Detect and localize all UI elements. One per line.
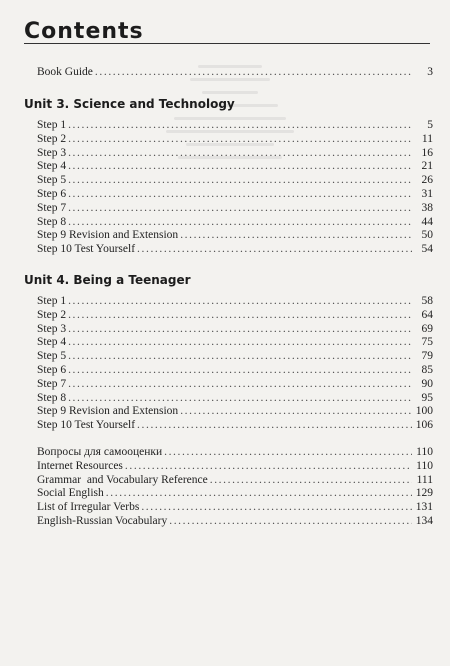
leader-dots [68,336,412,350]
entry-page-number: 85 [421,363,433,376]
leader-dots [68,309,412,323]
toc-entry[interactable] [37,66,433,80]
entry-page-number: 90 [421,377,433,390]
toc-entry[interactable] [37,119,433,133]
entry-page-number: 26 [421,174,433,187]
entry-label: Step 10 Test Yourself [37,419,136,432]
leader-dots [180,229,412,243]
entry-page-number: 5 [427,119,433,131]
entry-page-number: 110 [416,459,433,472]
toc-entry[interactable] [37,309,433,323]
entry-label: Step 6 [37,363,67,376]
leader-dots [169,515,412,529]
entry-label: Step 1 [37,295,67,307]
leader-dots [95,66,412,80]
toc-entry[interactable] [37,323,433,337]
entry-label: Internet Resources [37,459,123,472]
unit-3-heading: Unit 3. Science and Technology [24,97,235,111]
entry-label: List of Irregular Verbs [37,501,140,514]
toc-entry[interactable] [37,147,433,161]
entry-label: Step 6 [37,187,67,200]
leader-dots [125,460,412,474]
leader-dots [68,119,412,133]
entry-label: Step 5 [37,350,67,363]
leader-dots [68,378,412,392]
toc-entry[interactable] [37,295,433,309]
toc-entry[interactable] [37,364,433,378]
entry-label: Step 3 [37,322,67,335]
toc-entry[interactable] [37,229,433,243]
entry-page-number: 50 [421,229,433,242]
entry-page-number: 16 [421,146,433,159]
entry-page-number: 31 [421,187,433,200]
toc-entry[interactable] [37,160,433,174]
entry-page-number: 3 [427,66,433,78]
leader-dots [68,133,412,147]
entry-page-number: 111 [416,473,433,486]
entry-page-number: 129 [415,487,433,500]
entry-label: Step 1 [37,119,67,131]
leader-dots [68,202,412,216]
leader-dots [180,405,412,419]
entry-page-number: 21 [421,160,433,173]
entry-page-number: 131 [415,501,433,514]
entry-label: Step 7 [37,201,67,214]
entry-label: Step 2 [37,308,67,321]
toc-entry[interactable] [37,216,433,230]
entry-label: Step 10 Test Yourself [37,243,136,256]
entry-label: Step 8 [37,391,67,404]
entry-label: English-Russian Vocabulary [37,514,168,527]
toc-entry[interactable] [37,515,433,529]
front-matter-list [37,66,433,80]
entry-label: Step 4 [37,160,67,173]
leader-dots [68,216,412,230]
leader-dots [68,160,412,174]
leader-dots [68,174,412,188]
toc-entry[interactable] [37,350,433,364]
leader-dots [68,147,412,161]
entry-page-number: 110 [416,446,433,458]
unit-3-list [37,119,433,257]
toc-entry[interactable] [37,392,433,406]
entry-page-number: 54 [421,243,433,256]
leader-dots [106,487,412,501]
toc-entry[interactable] [37,188,433,202]
entry-label: Step 9 Revision and Extension [37,229,179,242]
entry-label: Social English [37,487,104,500]
entry-label: Step 3 [37,146,67,159]
leader-dots [137,419,412,433]
toc-entry[interactable] [37,202,433,216]
entry-page-number: 75 [421,336,433,349]
entry-label: Step 2 [37,132,67,145]
toc-entry[interactable] [37,474,433,488]
toc-entry[interactable] [37,419,433,433]
leader-dots [68,295,412,309]
back-matter-list [37,446,433,529]
leader-dots [68,323,412,337]
entry-page-number: 38 [421,201,433,214]
entry-page-number: 64 [421,308,433,321]
entry-page-number: 44 [421,215,433,228]
unit-4-heading: Unit 4. Being a Teenager [24,273,191,287]
toc-entry[interactable] [37,378,433,392]
leader-dots [164,446,412,460]
entry-page-number: 106 [415,419,433,432]
leader-dots [68,188,412,202]
leader-dots [68,364,412,378]
entry-label: Step 7 [37,377,67,390]
leader-dots [141,501,412,515]
entry-label: Grammar and Vocabulary Reference [37,473,208,486]
toc-entry[interactable] [37,501,433,515]
toc-entry[interactable] [37,405,433,419]
page-title: Contents [24,19,144,44]
unit-4-list [37,295,433,433]
entry-page-number: 134 [415,514,433,527]
entry-page-number: 95 [421,391,433,404]
entry-page-number: 100 [415,405,433,418]
leader-dots [68,350,412,364]
entry-page-number: 69 [421,322,433,335]
toc-entry[interactable] [37,243,433,257]
entry-page-number: 79 [421,350,433,363]
entry-label: Step 9 Revision and Extension [37,405,179,418]
entry-page-number: 11 [421,132,433,145]
entry-label: Step 8 [37,215,67,228]
entry-label: Вопросы для самооценки [37,446,163,458]
toc-entry[interactable] [37,446,433,460]
title-rule [24,43,430,44]
entry-label: Step 5 [37,174,67,187]
toc-entry[interactable] [37,336,433,350]
leader-dots [68,392,412,406]
toc-entry[interactable] [37,460,433,474]
toc-entry[interactable] [37,174,433,188]
entry-page-number: 58 [421,295,433,307]
entry-label: Step 4 [37,336,67,349]
entry-label: Book Guide [37,66,93,78]
toc-entry[interactable] [37,487,433,501]
toc-entry[interactable] [37,133,433,147]
leader-dots [210,474,412,488]
leader-dots [137,243,412,257]
